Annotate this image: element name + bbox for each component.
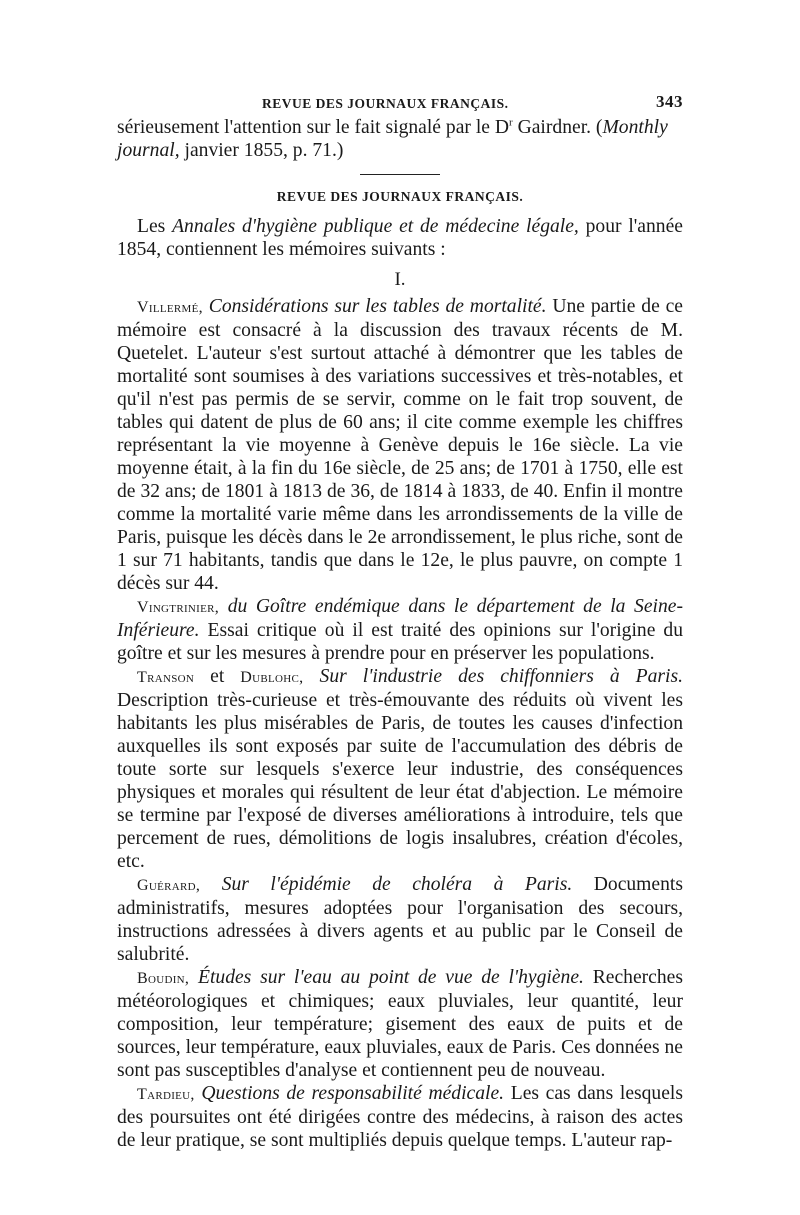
intro-text: pour l'année 1854, contiennent les mémoires suivants : <box>117 216 683 260</box>
entry-author: Dubloнc, <box>240 669 304 686</box>
entry-text: Les cas dans lesquels des poursuites ont été dirigées contre des médecins, à raison des actes de leur pratique, se sont multipliés depuis quelque temps. L'auteur rap- <box>117 1083 683 1151</box>
entry-author: Guérard, <box>137 877 201 894</box>
entry-transon <box>117 665 683 873</box>
journal-title: Monthly journal, <box>117 117 668 161</box>
section-title: REVUE DES JOURNAUX FRANÇAIS. <box>276 189 524 204</box>
entry-tardieu <box>117 1082 683 1152</box>
intro-paragraph <box>117 215 683 261</box>
continuation-text: janvier 1855, p. 71.) <box>179 140 344 161</box>
entry-title: Sur l'épidémie de choléra à Paris. <box>221 874 573 895</box>
page <box>117 92 683 1152</box>
entry-villerme <box>117 295 683 595</box>
continuation-text: Gairdner. ( <box>512 117 603 138</box>
entry-author: Transon <box>137 669 195 686</box>
divider-rule <box>360 174 440 175</box>
entry-text: Une partie de ce mémoire est consacré à la discussion des travaux récents de M. Quetelet. L'auteur s'est surtout attaché à démontrer que les tables de mortalité sont soumises à des variations successives et très-notables, et qu'il n'est pas permis de se servir, comme on le fait trop souvent, de tables qui datent de plus de 60 ans; il cite comme exemple les chiffres représentant la vie moyenne à Genève depuis le 16e siècle. La vie moyenne était, à la fin du 16e siècle, de 25 ans; de 1701 à 1750, elle est de 32 ans; de 1801 à 1813 de 36, de 1814 à 1833, de 40. Enfin il montre comme la mortalité varie même dans les arrondissements de la ville de Paris, puisque les décès dans le 2e arrondissement, le plus riche, sont de 1 sur 71 habitants, tandis que dans le 12e, le plus pauvre, on compte 1 décès sur 44. <box>117 296 683 594</box>
intro-text: Les <box>137 216 173 237</box>
running-header <box>117 92 683 116</box>
continuation-paragraph <box>117 116 683 162</box>
entry-author: Vingtrinier, <box>137 599 220 616</box>
entry-guerard <box>117 873 683 966</box>
entry-title: Considérations sur les tables de mortalité. <box>208 296 547 317</box>
running-title: REVUE DES JOURNAUX FRANÇAIS. <box>262 96 509 111</box>
entry-vingtrinier <box>117 595 683 665</box>
page-number: 343 <box>656 92 683 111</box>
entry-author: Villermé, <box>137 299 203 316</box>
continuation-text: sérieusement l'attention sur le fait signalé par le D <box>117 117 510 138</box>
entry-title: Questions de responsabilité médicale. <box>201 1083 505 1104</box>
entry-text: Essai critique où il est traité des opinions sur l'origine du goître et sur les mesures à prendre pour en préserver les populations. <box>117 620 683 664</box>
section-numeral: I. <box>394 269 406 290</box>
entry-title: du Goître endémique dans le département de la Seine-Inférieure. <box>117 596 683 641</box>
entry-joiner: et <box>194 666 241 687</box>
entry-text: Documents administratifs, mesures adoptées pour l'organisation des secours, instructions adressées à divers agents et au public par le Conseil de salubrité. <box>117 874 683 965</box>
entry-title: Sur l'industrie des chiffonniers à Paris. <box>319 666 684 687</box>
entry-author: Tardieu, <box>137 1086 195 1103</box>
entry-author: Boudin, <box>137 970 190 987</box>
entry-boudin <box>117 966 683 1082</box>
entry-text: Description très-curieuse et très-émouvante des réduits où vivent les habitants les plus misérables de Paris, de toutes les causes d'infection auxquelles ils sont exposés par suite de l'accumulation des débris de toute sorte sur lesquels s'exerce leur industrie, des conséquences physiques et morales qui résultent de leur état d'abjection. Le mémoire se termine par l'exposé de diverses améliorations à introduire, tels que percement de rues, démolitions de logis insalubres, création d'écoles, etc. <box>117 690 683 872</box>
annales-title: Annales d'hygiène publique et de médecine légale, <box>172 216 579 237</box>
entry-text: Recherches météorologiques et chimiques; eaux pluviales, leur quantité, leur composition, leur température; gisement des eaux de puits et de sources, leur température, eaux pluviales, eaux de Paris. Ces données ne sont pas susceptibles d'analyse et contiennent peu de nouveau. <box>117 967 683 1081</box>
entry-title: Études sur l'eau au point de vue de l'hygiène. <box>197 967 584 988</box>
superscript: r <box>509 116 513 129</box>
